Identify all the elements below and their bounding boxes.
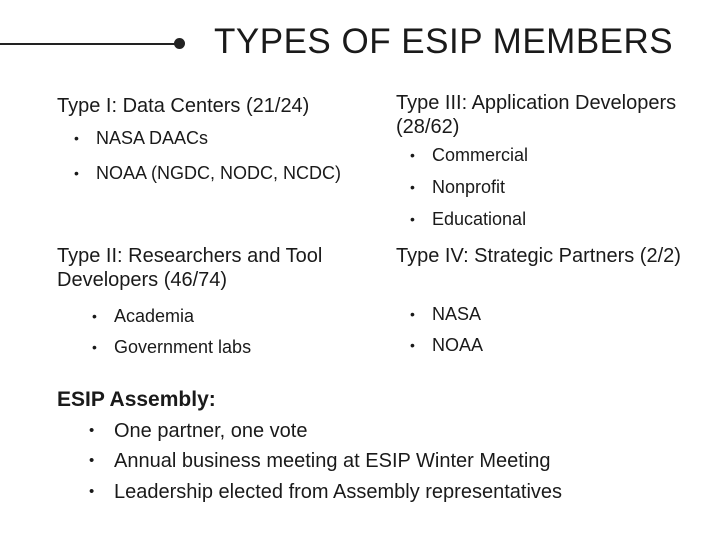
assembly-heading: ESIP Assembly: [57, 388, 216, 411]
title-rule-line [0, 43, 178, 45]
type2-heading: Type II: Researchers and Tool Developers (46/74) [57, 245, 323, 291]
type1-item-noaa: • NOAA (NGDC, NODC, NCDC) [74, 162, 346, 184]
type2-item-academia: • Academia [92, 305, 394, 327]
type4-item-noaa: • NOAA [410, 334, 702, 356]
assembly-item-annual-meeting: • Annual business meeting at ESIP Winter Meeting [89, 449, 551, 473]
type1-heading: Type I: Data Centers (21/24) [57, 95, 310, 117]
type1-item-nasa-daacs: • NASA DAACs [74, 127, 346, 149]
slide-title: TYPES OF ESIP MEMBERS [214, 22, 674, 61]
type3-item-commercial: • Commercial [410, 144, 702, 166]
type3-item-nonprofit: • Nonprofit [410, 176, 702, 198]
type2-item-government-labs: • Government labs [92, 336, 394, 358]
type3-item-educational: • Educational [410, 208, 702, 230]
type4-heading: Type IV: Strategic Partners (2/2) [396, 245, 681, 267]
title-rule-dot [174, 38, 185, 49]
type4-item-nasa: • NASA [410, 303, 702, 325]
type3-heading: Type III: Application Developers (28/62) [396, 92, 677, 138]
assembly-item-leadership: • Leadership elected from Assembly representatives [89, 480, 562, 504]
assembly-item-one-vote: • One partner, one vote [89, 419, 307, 443]
